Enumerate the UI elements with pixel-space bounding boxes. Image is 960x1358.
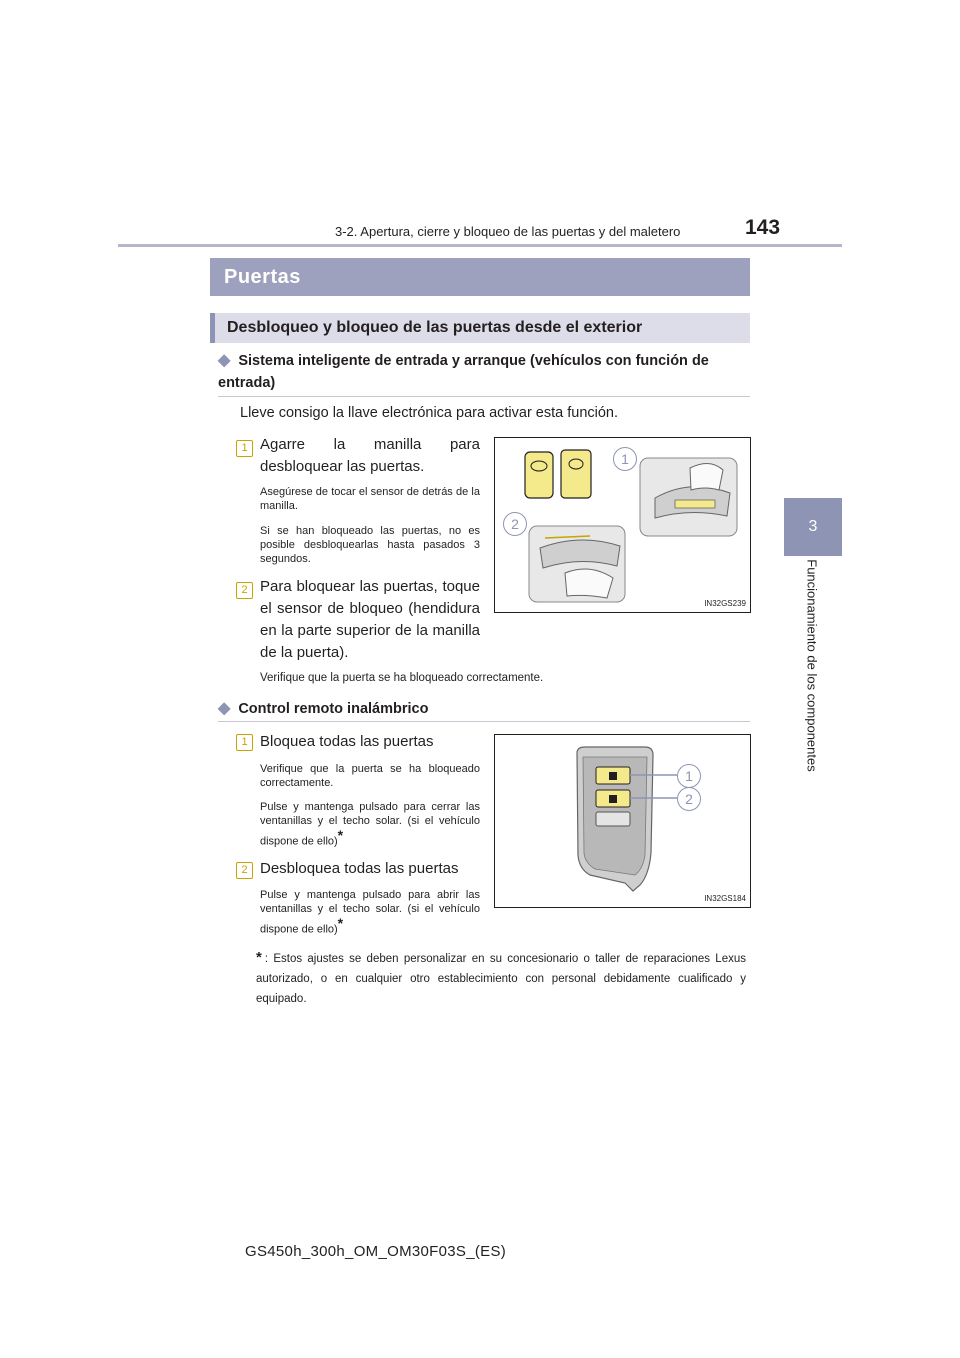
- remote-key-figure: [494, 734, 751, 908]
- document-code: GS450h_300h_OM_OM30F03S_(ES): [245, 1243, 507, 1260]
- step-note: Verifique que la puerta se ha bloqueado correctamente.: [260, 763, 480, 789]
- asterisk-marker: *: [337, 827, 344, 843]
- intro-text: Lleve consigo la llave electrónica para activar esta función.: [240, 405, 619, 421]
- step-text: Para bloquear las puertas, toque el sensor de bloqueo (hendidura en la parte superior de la manilla de la puerta).: [260, 578, 480, 661]
- step-note: [260, 800, 480, 849]
- step-text: Bloquea todas las puertas: [260, 733, 434, 750]
- remote-key-illustration: [495, 735, 750, 907]
- figure-code: IN32GS239: [704, 599, 746, 608]
- footnote-marker: *: [256, 949, 262, 966]
- step-number: 2: [236, 862, 253, 879]
- diamond-icon: ◆: [218, 352, 231, 369]
- smart-entry-heading-text: Sistema inteligente de entrada y arranque (vehículos con función de entrada): [218, 353, 709, 391]
- section-title: Desbloqueo y bloqueo de las puertas desde el exterior: [210, 313, 750, 343]
- step-note: [260, 888, 480, 937]
- diamond-icon: ◆: [218, 700, 231, 717]
- chapter-tab: 3: [784, 498, 842, 556]
- verify-note: Verifique que la puerta se ha bloqueado correctamente.: [260, 672, 544, 684]
- step-note-text: Pulse y mantenga pulsado para abrir las ventanillas y el techo solar. (si el vehículo dispone de ello): [260, 889, 480, 936]
- smart-entry-heading: [218, 350, 748, 394]
- callout-1: 1: [613, 447, 637, 471]
- remote-heading-text: Control remoto inalámbrico: [238, 701, 429, 717]
- step-note-text: Pulse y mantenga pulsado para cerrar las ventanillas y el techo solar. (si el vehículo dispone de ello): [260, 801, 480, 848]
- step-number: 1: [236, 440, 253, 457]
- heading-rule: [218, 396, 750, 397]
- page-title: Puertas: [210, 258, 750, 296]
- asterisk-marker: *: [337, 915, 344, 931]
- header-rule: [118, 244, 842, 247]
- step-note: Asegúrese de tocar el sensor de detrás de la manilla.: [260, 486, 480, 512]
- chapter-label: [802, 560, 824, 780]
- door-handle-figure: [494, 437, 751, 613]
- section-header: 3-2. Apertura, cierre y bloqueo de las puertas y del maletero: [335, 224, 681, 239]
- step-number: 1: [236, 734, 253, 751]
- step-number: 2: [236, 582, 253, 599]
- step-note: Si se han bloqueado las puertas, no es posible desbloquearlas hasta pasados 3 segundos.: [260, 525, 480, 565]
- callout-2: 2: [503, 512, 527, 536]
- callout-2: 2: [677, 787, 701, 811]
- remote-heading: [218, 698, 748, 720]
- figure-code: IN32GS184: [704, 894, 746, 903]
- callout-1: 1: [677, 764, 701, 788]
- step-text: Agarre la manilla para desbloquear las puertas.: [260, 436, 480, 475]
- page-number: 143: [745, 216, 781, 239]
- footnote-text: : Estos ajustes se deben personalizar en su concesionario o taller de reparaciones Lexus autorizado, o en cualquier otro establecimiento con personal debidamente cualificado y equipado.: [256, 953, 746, 1005]
- footnote: [256, 948, 746, 1009]
- heading-rule: [218, 721, 750, 722]
- chapter-label-text: Funcionamiento de los componentes: [804, 559, 820, 772]
- step-text: Desbloquea todas las puertas: [260, 860, 459, 877]
